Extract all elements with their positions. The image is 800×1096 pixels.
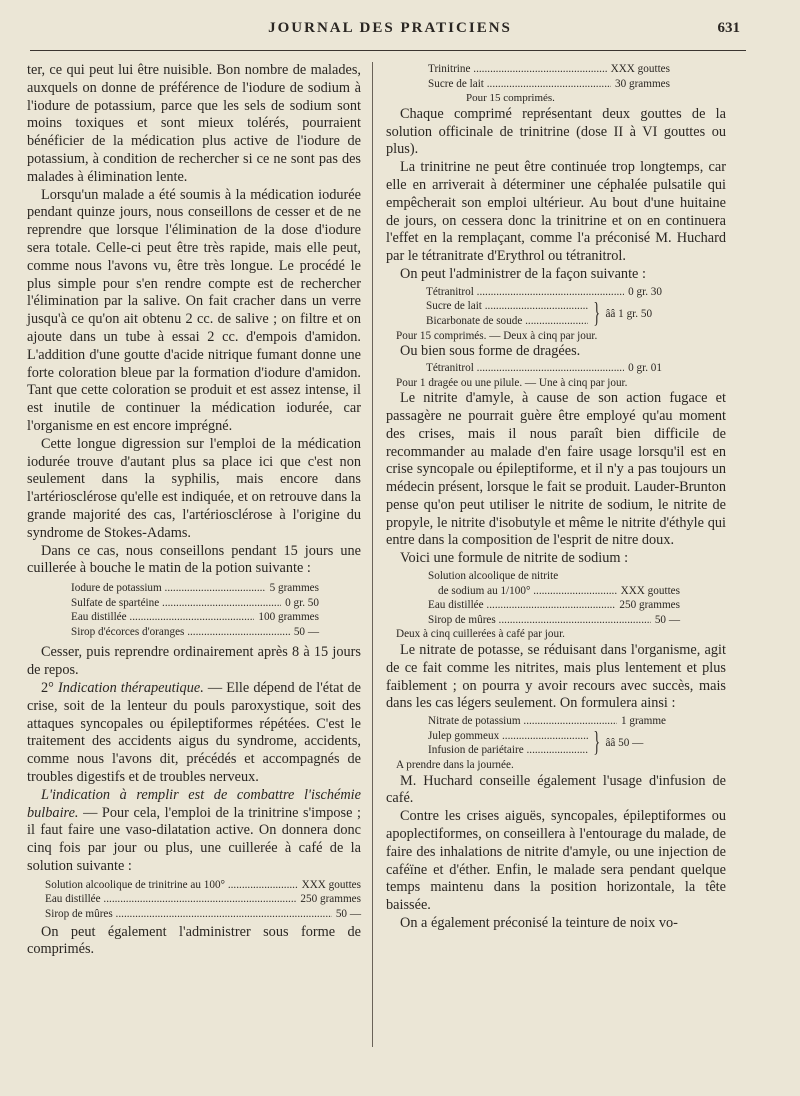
paragraph: Lorsqu'un malade a été soumis à la médication iodurée pendant quinze jours, nous conseillons de cesser et de ne reprendre que lorsque l'élimination de la dose d'iodure sera totale. Celle-ci peut être très rapide, mais elle peut, comme nous l'avons vu, être très longue. Le procédé le plus simple pour s'en rendre compte est de rechercher l'élimination par la salive. On fait cracher dans un verre jusqu'à ce qu'on ait obtenu 2 cc. de salive ; on filtre et on ajoute dans un tube à essai 2 cc. d'empois d'amidon. L'addition d'une goutte d'acide nitrique fumant donne une forte coloration bleue par la formation d'iodure d'amidon. Tant que cette coloration se produit et est assez intense, il est inutile de continuer la médication iodurée, car l'organisme en est encore imprégné. bbox=[27, 186, 361, 434]
formula-iodure bbox=[71, 581, 319, 639]
formula-line: Sucre de lait ..... 30 grammes bbox=[428, 77, 670, 92]
formula-note: A prendre dans la journée. bbox=[396, 759, 514, 772]
formula-line: Infusion de pariétaire ..... bbox=[428, 743, 588, 758]
formula-note: Pour 15 comprimés. bbox=[466, 92, 555, 105]
formula-brace-group: Sucre de lait ..... Bicarbonate de soude ..... } ââ 1 gr. 50 bbox=[426, 299, 662, 328]
formula-line: de sodium au 1/100° ..... XXX gouttes bbox=[428, 584, 680, 599]
paragraph: M. Huchard conseille également l'usage d'infusion de café. bbox=[386, 772, 726, 807]
paragraph: ter, ce qui peut lui être nuisible. Bon nombre de malades, auxquels on donne de préférence de l'iodure de sodium à l'iodure de potassium, parce que les sels de sodium sont moins toxiques et sont mieux tolérés, pourraient bénéficier de la médication plus active de l'iodure de potassium, à condition de rechercher si ce ne sont pas des malades à élimination lente. bbox=[27, 62, 361, 185]
brace-icon: } bbox=[593, 297, 601, 329]
paragraph: Contre les crises aiguës, syncopales, épileptiformes ou apoplectiformes, on conseillera à l'entourage du malade, de faire des inhalations de nitrite d'amyle, ou une injection de caféïne et d'éther. Enfin, le malade sera pendant quelque temps maintenu dans la position horizontale, la tête baissée. bbox=[386, 808, 726, 914]
formula-line: Tétranitrol ..... 0 gr. 01 bbox=[426, 361, 662, 376]
left-column bbox=[27, 62, 361, 959]
brace-icon: } bbox=[593, 727, 601, 759]
formula-brace-group: Julep gommeux ..... Infusion de pariétaire ..... } ââ 50 — bbox=[428, 729, 666, 758]
formula-note: Pour 1 dragée ou une pilule. — Une à cinq par jour. bbox=[396, 376, 628, 389]
paragraph: On a également préconisé la teinture de noix vo- bbox=[400, 914, 678, 931]
formula-line: Sulfate de spartéine ..... 0 gr. 50 bbox=[71, 596, 319, 611]
paragraph: On peut également l'administrer sous forme de comprimés. bbox=[27, 923, 361, 958]
formula-line: Tétranitrol ..... 0 gr. 30 bbox=[426, 285, 662, 300]
formula-line: Sirop d'écorces d'oranges ..... 50 — bbox=[71, 625, 319, 640]
paragraph: On peut l'administrer de la façon suivante : bbox=[400, 265, 646, 282]
paragraph: Cesser, puis reprendre ordinairement après 8 à 15 jours de repos. bbox=[27, 644, 361, 679]
header-rule bbox=[30, 50, 746, 51]
formula-trinitrine-solution bbox=[45, 878, 361, 922]
paragraph: Ou bien sous forme de dragées. bbox=[400, 343, 581, 360]
formula-trinitrine-comprimes bbox=[428, 62, 670, 106]
formula-line: Eau distillée ..... 250 grammes bbox=[45, 892, 361, 907]
formula-tetranitrol-dragee bbox=[426, 361, 662, 376]
formula-note: Deux à cinq cuillerées à café par jour. bbox=[396, 628, 565, 641]
formula-line: Sucre de lait ..... bbox=[426, 299, 588, 314]
paragraph: Le nitrite d'amyle, à cause de son action fugace et passagère ne pourrait guère être employé qu'au moment des crises, mais il nous paraît bien difficile de recommander au malade d'en faire usage lorsqu'il est en crise syncopale ou épileptiforme, et il n'y a pas toujours un médecin présent, lorsque le fait se produit. Lauder-Brunton pense qu'on peut utiliser le nitrite de sodium, le nitrite de propyle, le nitrite d'isobutyle et même le nitrite d'éthyle qui entre dans la composition de l'esprit de nitre doux. bbox=[386, 390, 726, 549]
paragraph: Cette longue digression sur l'emploi de la médication iodurée trouve d'autant plus sa place ici que c'est non seulement dans la syphilis, mais encore dans l'artériosclérose qu'elle est indiquée, et on retrouve dans la grande majorité des cas, l'artériosclérose à l'origine du syndrome de Stokes-Adams. bbox=[27, 435, 361, 541]
formula-nitrate-potasse bbox=[428, 714, 666, 758]
section-heading: Indication thérapeutique. bbox=[57, 680, 204, 697]
journal-title: JOURNAL DES PRATICIENS bbox=[268, 20, 512, 36]
formula-line: Sirop de mûres ..... 50 — bbox=[45, 907, 361, 922]
paragraph: Le nitrate de potasse, se réduisant dans l'organisme, agit de ce fait comme les nitrites, mais plus lentement et plus faiblement ; on pourra y avoir recours avec succès, mais dans les cas légers seulement. On formulera ainsi : bbox=[386, 642, 726, 712]
page-number: 631 bbox=[717, 20, 740, 36]
formula-line: Julep gommeux ..... bbox=[428, 729, 588, 744]
formula-line: Eau distillée ..... 100 grammes bbox=[71, 610, 319, 625]
paragraph: Voici une formule de nitrite de sodium : bbox=[400, 550, 629, 567]
formula-line: Solution alcoolique de nitrite bbox=[428, 570, 559, 583]
paragraph: La trinitrine ne peut être continuée trop longtemps, car elle en arriverait à déterminer une céphalée pulsatile qui empêcherait son emploi ultérieur. Au bout d'une huitaine de jours, on cessera donc la trinitrine et on en continuera l'effet en la remplaçant, comme l'a préconisé M. Huchard par le tétranitrate d'Erythrol ou tétranitrol. bbox=[386, 159, 726, 265]
column-divider bbox=[372, 62, 373, 1047]
formula-line: Iodure de potassium ..... 5 grammes bbox=[71, 581, 319, 596]
paragraph: L'indication à remplir est de combattre l'ischémie bulbaire. — Pour cela, l'emploi de la trinitrine s'impose ; il faut faire une vaso-dilatation active. On donnera donc cinq fois par jour ou plus, une cuillerée à café de la solution suivante : bbox=[27, 786, 361, 875]
paragraph: Dans ce cas, nous conseillons pendant 15 jours une cuillerée à bouche le matin de la potion suivante : bbox=[27, 542, 361, 577]
formula-tetranitrol-comprimes bbox=[426, 285, 662, 329]
right-column bbox=[386, 62, 726, 933]
indication-heading: L'indication à remplir est de combattre l'ischémie bulbaire. bbox=[27, 786, 361, 821]
formula-line: Eau distillée ..... 250 grammes bbox=[428, 598, 680, 613]
formula-line: Solution alcoolique de trinitrine au 100° ..... XXX gouttes bbox=[45, 878, 361, 893]
running-header bbox=[30, 20, 750, 48]
formula-line: Trinitrine ..... XXX gouttes bbox=[428, 62, 670, 77]
formula-line: Nitrate de potassium ..... 1 gramme bbox=[428, 714, 666, 729]
paragraph: 2° Indication thérapeutique. — Elle dépend de l'état de crise, soit de la lenteur du pouls paroxystique, soit des attaques syncopales ou épileptiformes répétées. C'est le traitement des accidents aigus du syndrome, accidents, comme nous l'avons dit, précédés et accompagnés de troubles digestifs et de troubles nerveux. bbox=[27, 680, 361, 786]
formula-line: Bicarbonate de soude ..... bbox=[426, 314, 588, 329]
paragraph: Chaque comprimé représentant deux gouttes de la solution officinale de trinitrine (dose II à VI gouttes ou plus). bbox=[386, 105, 726, 158]
formula-note: Pour 15 comprimés. — Deux à cinq par jour. bbox=[396, 329, 598, 342]
formula-line: Sirop de mûres ..... 50 — bbox=[428, 613, 680, 628]
formula-nitrite-sodium bbox=[428, 569, 680, 627]
